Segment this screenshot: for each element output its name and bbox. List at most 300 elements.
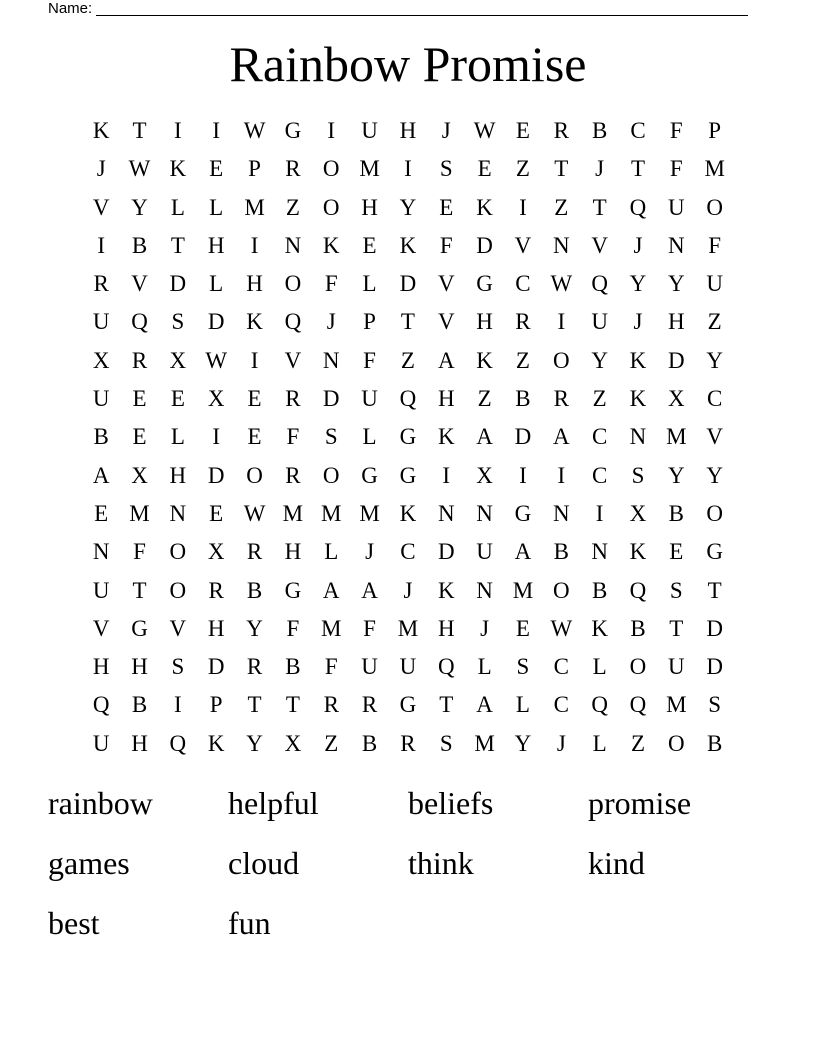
- grid-cell: F: [133, 539, 146, 565]
- grid-cell: Z: [707, 309, 722, 335]
- grid-cell: Y: [668, 462, 685, 488]
- grid-row: [82, 495, 734, 533]
- grid-cell: V: [284, 347, 302, 373]
- grid-cell: J: [365, 539, 375, 565]
- grid-cell: G: [284, 118, 302, 143]
- grid-cell: S: [708, 692, 722, 718]
- grid-cell: B: [285, 654, 301, 680]
- grid-cell: B: [131, 692, 148, 718]
- grid-cell: X: [92, 347, 110, 373]
- grid-cell: B: [668, 500, 684, 526]
- grid-cell: B: [591, 118, 608, 143]
- grid-cell: B: [630, 615, 646, 641]
- grid-cell: Q: [629, 194, 647, 220]
- grid-cell: Z: [515, 156, 530, 182]
- grid-row: [82, 686, 734, 724]
- grid-cell: Q: [399, 386, 417, 412]
- grid-cell: H: [131, 654, 148, 680]
- grid-cell: C: [553, 654, 569, 680]
- grid-cell: V: [437, 271, 455, 297]
- word-list-item: cloud: [228, 845, 300, 881]
- grid-cell: J: [96, 156, 106, 182]
- grid-cell: O: [322, 462, 340, 488]
- grid-cell: W: [473, 118, 496, 143]
- grid-cell: Z: [285, 194, 300, 220]
- grid-cell: R: [285, 156, 301, 182]
- grid-cell: B: [246, 577, 263, 603]
- grid-cell: N: [322, 347, 340, 373]
- grid-cell: J: [403, 577, 413, 603]
- grid-cell: L: [324, 539, 339, 565]
- grid-cell: L: [170, 424, 185, 450]
- grid-cell: R: [208, 577, 224, 603]
- word-list-item: best: [48, 905, 100, 941]
- grid-cell: T: [592, 194, 607, 220]
- grid-cell: L: [592, 730, 607, 756]
- grid-cell: L: [209, 194, 224, 220]
- grid-cell: Y: [131, 194, 148, 220]
- grid-cell: Z: [515, 347, 530, 373]
- grid-cell: L: [209, 271, 224, 297]
- grid-cell: J: [595, 156, 605, 182]
- word-list: [48, 783, 768, 963]
- word-list-item: kind: [588, 845, 645, 881]
- grid-cell: M: [474, 730, 495, 756]
- grid-cell: K: [629, 347, 647, 373]
- grid-cell: O: [629, 654, 647, 680]
- grid-cell: H: [246, 271, 263, 297]
- grid-cell: K: [591, 615, 608, 641]
- grid-cell: R: [553, 386, 569, 412]
- name-label: Name:: [48, 0, 93, 17]
- grid-cell: X: [131, 462, 148, 488]
- grid-cell: Q: [284, 309, 302, 335]
- grid-row: [82, 112, 734, 150]
- grid-cell: G: [361, 462, 378, 488]
- word-list-item: promise: [588, 785, 692, 821]
- grid-cell: M: [512, 577, 534, 603]
- grid-cell: B: [361, 730, 378, 756]
- grid-cell: C: [707, 386, 723, 412]
- grid-cell: G: [284, 577, 302, 603]
- grid-cell: I: [519, 194, 527, 220]
- grid-cell: L: [477, 654, 492, 680]
- word-list-item: beliefs: [408, 785, 494, 821]
- grid-cell: O: [322, 194, 340, 220]
- grid-cell: H: [399, 118, 417, 143]
- grid-cell: O: [322, 156, 340, 182]
- grid-cell: G: [399, 462, 417, 488]
- grid-cell: K: [246, 309, 263, 335]
- grid-cell: F: [286, 615, 300, 641]
- grid-cell: O: [246, 462, 263, 488]
- grid-cell: I: [97, 232, 105, 258]
- grid-cell: G: [399, 424, 417, 450]
- grid-cell: Q: [591, 692, 608, 718]
- grid-cell: Q: [629, 577, 647, 603]
- grid-cell: F: [439, 232, 453, 258]
- grid-cell: R: [131, 347, 148, 373]
- grid-cell: X: [169, 347, 187, 373]
- grid-cell: K: [322, 232, 340, 258]
- grid-cell: D: [169, 271, 187, 297]
- grid-cell: T: [132, 118, 147, 143]
- grid-cell: Y: [246, 730, 263, 756]
- grid-cell: O: [169, 577, 187, 603]
- grid-cell: E: [515, 615, 530, 641]
- grid-cell: I: [557, 309, 566, 335]
- grid-cell: U: [92, 730, 110, 756]
- grid-cell: H: [207, 232, 225, 258]
- grid-cell: C: [400, 539, 416, 565]
- grid-cell: O: [284, 271, 302, 297]
- grid-row: [82, 342, 734, 380]
- grid-cell: B: [553, 539, 569, 565]
- grid-cell: E: [439, 194, 454, 220]
- grid-cell: D: [399, 271, 417, 297]
- grid-row: [82, 648, 734, 686]
- grid-cell: Q: [437, 654, 455, 680]
- grid-row: [82, 572, 734, 610]
- grid-cell: M: [359, 156, 380, 182]
- grid-cell: M: [704, 156, 725, 182]
- grid-cell: F: [669, 118, 683, 143]
- grid-cell: R: [515, 309, 531, 335]
- grid-cell: N: [552, 500, 570, 526]
- word-list-item: helpful: [228, 785, 319, 821]
- grid-cell: J: [556, 730, 566, 756]
- grid-cell: U: [399, 654, 417, 680]
- grid-cell: X: [284, 730, 302, 756]
- grid-cell: Y: [668, 271, 685, 297]
- grid-cell: U: [92, 386, 110, 412]
- grid-row: [82, 610, 734, 648]
- grid-cell: G: [131, 615, 148, 641]
- grid-cell: W: [550, 615, 573, 641]
- grid-cell: F: [363, 615, 376, 641]
- grid-cell: H: [437, 386, 455, 412]
- grid-cell: Y: [246, 615, 263, 641]
- grid-cell: M: [321, 615, 342, 641]
- grid-cell: D: [207, 309, 225, 335]
- grid-cell: K: [399, 500, 417, 526]
- grid-cell: K: [207, 730, 225, 756]
- grid-cell: Z: [592, 386, 607, 412]
- grid-cell: R: [323, 692, 339, 718]
- grid-cell: S: [439, 730, 453, 756]
- grid-cell: R: [285, 462, 301, 488]
- grid-cell: M: [359, 500, 380, 526]
- word-list-item: think: [408, 845, 474, 881]
- grid-cell: F: [324, 654, 338, 680]
- grid-cell: K: [437, 424, 455, 450]
- grid-cell: E: [247, 424, 262, 450]
- grid-cell: S: [171, 654, 185, 680]
- grid-cell: N: [284, 232, 302, 258]
- grid-cell: V: [92, 615, 110, 641]
- grid-cell: H: [476, 309, 493, 335]
- grid-cell: N: [169, 500, 187, 526]
- grid-cell: N: [476, 500, 493, 526]
- grid-cell: B: [131, 232, 148, 258]
- grid-cell: N: [629, 424, 647, 450]
- grid-cell: K: [629, 386, 647, 412]
- grid-cell: C: [515, 271, 531, 297]
- grid-cell: U: [668, 654, 685, 680]
- grid-cell: Y: [591, 347, 608, 373]
- grid-cell: R: [246, 539, 263, 565]
- grid-cell: M: [129, 500, 150, 526]
- grid-cell: C: [630, 118, 646, 143]
- grid-cell: H: [131, 730, 148, 756]
- grid-row: [82, 265, 734, 303]
- grid-row: [82, 189, 734, 227]
- grid-cell: Y: [629, 271, 647, 297]
- grid-cell: B: [591, 577, 608, 603]
- grid-cell: I: [174, 692, 182, 718]
- grid-cell: H: [437, 615, 455, 641]
- grid-cell: Z: [400, 347, 415, 373]
- grid-cell: T: [400, 309, 415, 335]
- grid-row: [82, 150, 734, 188]
- name-field: [48, 0, 748, 18]
- grid-cell: H: [92, 654, 110, 680]
- grid-cell: W: [550, 271, 573, 297]
- grid-cell: W: [243, 118, 266, 143]
- grid-cell: X: [629, 500, 647, 526]
- grid-row: [82, 457, 734, 495]
- grid-cell: J: [633, 232, 643, 258]
- grid-cell: S: [669, 577, 683, 603]
- grid-cell: F: [669, 156, 683, 182]
- grid-cell: M: [397, 615, 419, 641]
- grid-cell: E: [515, 118, 530, 143]
- grid-cell: Q: [629, 692, 647, 718]
- grid-cell: R: [246, 654, 263, 680]
- grid-cell: H: [284, 539, 302, 565]
- grid-cell: D: [437, 539, 455, 565]
- grid-cell: Y: [399, 194, 417, 220]
- grid-cell: U: [361, 654, 378, 680]
- grid-cell: M: [282, 500, 304, 526]
- grid-cell: Y: [706, 462, 723, 488]
- grid-cell: Y: [706, 347, 723, 373]
- grid-row: [82, 380, 734, 418]
- grid-cell: A: [476, 692, 493, 718]
- grid-cell: R: [553, 118, 569, 143]
- grid-cell: R: [285, 386, 301, 412]
- grid-cell: T: [707, 577, 722, 603]
- grid-cell: O: [552, 347, 570, 373]
- grid-cell: C: [591, 462, 608, 488]
- grid-cell: V: [131, 271, 148, 297]
- grid-cell: A: [552, 424, 570, 450]
- grid-cell: U: [361, 118, 378, 143]
- grid-row: [82, 418, 734, 456]
- word-list-item: rainbow: [48, 785, 153, 821]
- grid-cell: V: [591, 232, 608, 258]
- grid-cell: N: [476, 577, 493, 603]
- grid-cell: I: [442, 462, 451, 488]
- grid-cell: U: [92, 309, 110, 335]
- grid-cell: Y: [514, 730, 532, 756]
- grid-cell: I: [557, 462, 566, 488]
- grid-cell: X: [207, 539, 225, 565]
- grid-cell: A: [361, 577, 378, 603]
- grid-cell: E: [94, 500, 109, 526]
- grid-cell: E: [362, 232, 377, 258]
- grid-cell: T: [247, 692, 262, 718]
- grid-cell: V: [706, 424, 723, 450]
- grid-cell: J: [480, 615, 490, 641]
- grid-cell: O: [706, 500, 723, 526]
- page-title: Rainbow Promise: [229, 36, 587, 92]
- grid-cell: K: [629, 539, 647, 565]
- grid-cell: Q: [92, 692, 110, 718]
- grid-cell: F: [708, 232, 722, 258]
- grid-cell: O: [668, 730, 685, 756]
- grid-cell: F: [363, 347, 376, 373]
- grid-cell: K: [399, 232, 417, 258]
- grid-cell: T: [554, 156, 569, 182]
- grid-cell: E: [132, 424, 147, 450]
- grid-cell: U: [591, 309, 608, 335]
- grid-cell: L: [515, 692, 530, 718]
- grid-row: [82, 533, 734, 571]
- grid-cell: J: [441, 118, 451, 143]
- grid-cell: R: [93, 271, 109, 297]
- grid-cell: M: [666, 692, 687, 718]
- grid-cell: T: [630, 156, 646, 182]
- grid-cell: E: [669, 539, 684, 565]
- grid-cell: P: [209, 692, 223, 718]
- grid-cell: D: [706, 615, 723, 641]
- grid-cell: I: [174, 118, 182, 143]
- grid-cell: B: [93, 424, 109, 450]
- grid-cell: B: [515, 386, 531, 412]
- grid-cell: T: [285, 692, 300, 718]
- grid-cell: T: [439, 692, 454, 718]
- grid-cell: N: [591, 539, 608, 565]
- grid-cell: V: [514, 232, 532, 258]
- grid-cell: S: [631, 462, 645, 488]
- grid-cell: V: [92, 194, 110, 220]
- grid-cell: W: [205, 347, 228, 373]
- grid-cell: W: [128, 156, 151, 182]
- grid-cell: A: [322, 577, 340, 603]
- grid-cell: F: [324, 271, 338, 297]
- word-list-item: games: [48, 845, 130, 881]
- grid-cell: I: [404, 156, 412, 182]
- grid-cell: L: [170, 194, 185, 220]
- letter-grid: [82, 112, 734, 763]
- grid-cell: L: [362, 424, 377, 450]
- grid-cell: E: [170, 386, 185, 412]
- grid-cell: A: [437, 347, 455, 373]
- grid-cell: J: [326, 309, 336, 335]
- grid-cell: N: [552, 232, 570, 258]
- grid-cell: W: [243, 500, 266, 526]
- grid-cell: E: [209, 500, 224, 526]
- grid-cell: S: [324, 424, 338, 450]
- grid-cell: H: [169, 462, 187, 488]
- grid-cell: I: [595, 500, 604, 526]
- grid-cell: U: [92, 577, 110, 603]
- grid-cell: I: [212, 118, 221, 143]
- grid-cell: T: [669, 615, 684, 641]
- grid-cell: Z: [477, 386, 492, 412]
- grid-cell: P: [363, 309, 376, 335]
- grid-cell: D: [476, 232, 493, 258]
- grid-cell: X: [668, 386, 685, 412]
- grid-cell: M: [321, 500, 342, 526]
- grid-cell: K: [437, 577, 455, 603]
- word-list-item: fun: [228, 905, 271, 941]
- name-underline: [96, 1, 748, 16]
- grid-cell: P: [248, 156, 261, 182]
- grid-cell: H: [361, 194, 378, 220]
- grid-cell: A: [476, 424, 493, 450]
- grid-cell: K: [476, 194, 493, 220]
- grid-cell: R: [400, 730, 416, 756]
- grid-cell: D: [207, 462, 225, 488]
- grid-cell: M: [666, 424, 687, 450]
- grid-cell: I: [519, 462, 527, 488]
- grid-row: [82, 227, 734, 265]
- grid-cell: O: [552, 577, 570, 603]
- grid-cell: F: [286, 424, 300, 450]
- grid-cell: S: [439, 156, 453, 182]
- grid-cell: G: [706, 539, 723, 565]
- grid-cell: O: [169, 539, 187, 565]
- grid-cell: J: [633, 309, 643, 335]
- grid-cell: A: [92, 462, 110, 488]
- grid-cell: H: [668, 309, 685, 335]
- grid-cell: S: [516, 654, 530, 680]
- grid-cell: G: [399, 692, 417, 718]
- grid-row: [82, 725, 734, 763]
- grid-cell: H: [207, 615, 225, 641]
- grid-cell: V: [169, 615, 187, 641]
- grid-cell: Q: [591, 271, 608, 297]
- grid-cell: D: [514, 424, 532, 450]
- grid-cell: K: [92, 118, 110, 143]
- grid-cell: I: [327, 118, 336, 143]
- grid-cell: R: [361, 692, 378, 718]
- grid-cell: N: [92, 539, 110, 565]
- grid-cell: U: [476, 539, 493, 565]
- grid-cell: I: [212, 424, 221, 450]
- grid-cell: V: [437, 309, 455, 335]
- grid-cell: I: [250, 232, 259, 258]
- grid-cell: T: [132, 577, 147, 603]
- grid-cell: K: [476, 347, 493, 373]
- grid-cell: N: [437, 500, 455, 526]
- grid-row: [82, 303, 734, 341]
- grid-cell: E: [132, 386, 147, 412]
- grid-cell: E: [247, 386, 262, 412]
- grid-cell: C: [553, 692, 569, 718]
- grid-cell: Z: [324, 730, 339, 756]
- grid-cell: D: [668, 347, 685, 373]
- grid-cell: G: [514, 500, 532, 526]
- grid-cell: T: [170, 232, 185, 258]
- grid-cell: D: [322, 386, 340, 412]
- grid-cell: P: [708, 118, 722, 143]
- grid-cell: N: [668, 232, 685, 258]
- grid-cell: U: [706, 271, 723, 297]
- grid-cell: D: [706, 654, 723, 680]
